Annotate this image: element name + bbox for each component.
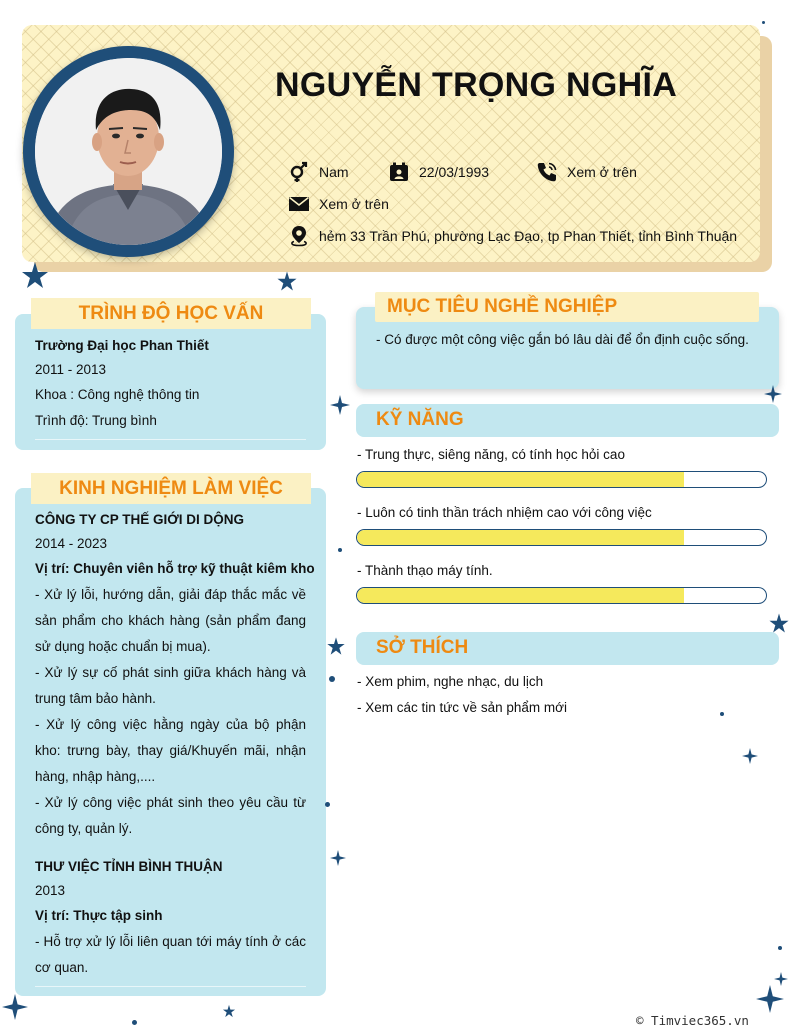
education-divider xyxy=(35,439,306,440)
sparkle-icon xyxy=(742,748,758,764)
star-icon xyxy=(326,636,346,656)
decor-dot xyxy=(325,802,330,807)
sparkle-icon xyxy=(330,850,346,866)
birthday-row xyxy=(388,161,489,183)
envelope-icon xyxy=(288,193,310,215)
job-2-years: 2013 xyxy=(35,883,66,898)
job-1-company: CÔNG TY CP THẾ GIỚI DI DỘNG xyxy=(35,512,245,527)
skill-bar xyxy=(356,587,767,604)
gender-value: Nam xyxy=(319,164,349,180)
education-major: Khoa : Công nghệ thông tin xyxy=(35,387,200,402)
sparkle-icon xyxy=(756,985,784,1013)
job-1-duty: - Xử lý lỗi, hướng dẫn, giải đáp thắc mắc về sản phẩm cho khách hàng (sản phẩm đang sử dụng hoặc chuẩn bị mua). xyxy=(35,587,306,654)
skill-label: - Trung thực, siêng năng, có tính học hỏi cao xyxy=(357,447,625,462)
education-level: Trình độ: Trung bình xyxy=(35,413,157,428)
job-1-duty: - Xử lý công việc hằng ngày của bộ phận kho: trưng bày, thay giá/Khuyến mãi, nhận hàng, nhập hàng,.... xyxy=(35,717,306,784)
avatar-portrait xyxy=(35,58,222,245)
decor-dot xyxy=(762,21,765,24)
decor-dot xyxy=(329,676,335,682)
avatar xyxy=(35,58,222,245)
job-1-duty: - Xử lý sự cố phát sinh giữa khách hàng và trung tâm bảo hành. xyxy=(35,665,306,706)
skills-heading: KỸ NĂNG xyxy=(376,409,464,430)
education-years: 2011 - 2013 xyxy=(35,362,107,377)
job-1-years: 2014 - 2023 xyxy=(35,536,108,551)
skill-bar xyxy=(356,529,767,546)
skill-label: - Luôn có tinh thần trách nhiệm cao với công việc xyxy=(357,505,652,520)
job-2-duty: - Hỗ trợ xử lý lỗi liên quan tới máy tính ở các cơ quan. xyxy=(35,934,306,975)
address-value: hẻm 33 Trần Phú, phường Lạc Đạo, tp Phan Thiết, tỉnh Bình Thuận xyxy=(319,228,738,244)
star-icon xyxy=(20,260,50,290)
phone-row xyxy=(536,161,637,183)
gender-row xyxy=(288,161,349,183)
job-2-company: THƯ VIỆC TỈNH BÌNH THUẬN xyxy=(35,859,223,874)
skill-label: - Thành thạo máy tính. xyxy=(357,563,493,578)
avatar-frame xyxy=(23,46,234,257)
job-1-duty: - Xử lý công việc phát sinh theo yêu cầu từ công ty, quản lý. xyxy=(35,795,306,836)
hobbies-heading: SỞ THÍCH xyxy=(376,637,469,658)
gender-icon xyxy=(288,161,310,183)
star-icon xyxy=(768,612,790,634)
objective-text: - Có được một công việc gắn bó lâu dài để ổn định cuộc sống. xyxy=(376,332,749,347)
location-pin-icon xyxy=(288,225,310,247)
star-icon xyxy=(276,270,298,292)
email-value: Xem ở trên xyxy=(319,196,389,212)
education-heading: TRÌNH ĐỘ HỌC VẤN xyxy=(31,298,311,329)
sparkle-icon xyxy=(774,972,788,986)
phone-value: Xem ở trên xyxy=(567,164,637,180)
hobby-item: - Xem phim, nghe nhạc, du lịch xyxy=(357,674,544,689)
sparkle-icon xyxy=(2,994,28,1020)
email-row xyxy=(288,193,389,215)
objective-heading: MỤC TIÊU NGHỀ NGHIỆP xyxy=(375,292,759,322)
sparkle-icon xyxy=(764,385,782,403)
hobby-item: - Xem các tin tức về sản phẩm mới xyxy=(357,700,567,715)
experience-divider xyxy=(35,986,306,987)
education-panel xyxy=(15,314,326,450)
decor-dot xyxy=(338,548,342,552)
decor-dot xyxy=(720,712,724,716)
decor-dot xyxy=(132,1020,137,1025)
experience-heading: KINH NGHIỆM LÀM VIỆC xyxy=(31,473,311,504)
address-row xyxy=(288,225,737,247)
decor-dot xyxy=(778,946,782,950)
birthday-value: 22/03/1993 xyxy=(419,164,490,180)
phone-icon xyxy=(536,161,558,183)
star-icon xyxy=(222,1004,236,1018)
job-2-position: Vị trí: Thực tập sinh xyxy=(35,908,163,923)
sparkle-icon xyxy=(330,395,350,415)
skill-bar-fill xyxy=(357,472,684,487)
job-1-position: Vị trí: Chuyên viên hỗ trợ kỹ thuật kiêm kho xyxy=(35,561,315,576)
calendar-icon xyxy=(388,161,410,183)
footer-credit: © Timviec365.vn xyxy=(636,1013,749,1028)
skill-bar-fill xyxy=(357,588,684,603)
candidate-name: NGUYỄN TRỌNG NGHĨA xyxy=(275,66,678,104)
education-school: Trường Đại học Phan Thiết xyxy=(35,338,209,353)
skill-bar-fill xyxy=(357,530,684,545)
skill-bar xyxy=(356,471,767,488)
